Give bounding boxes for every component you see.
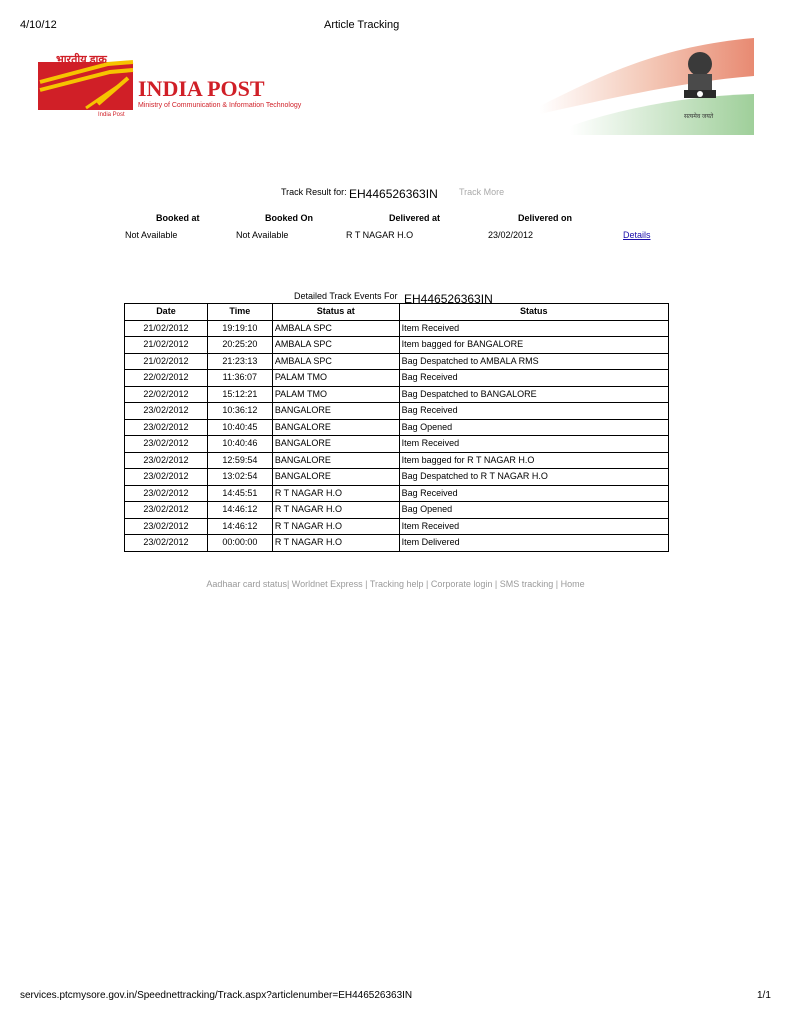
event-status-at: BANGALORE [272, 403, 399, 420]
event-time: 19:19:10 [207, 320, 272, 337]
booked-at-header: Booked at [156, 213, 200, 223]
event-date: 21/02/2012 [125, 320, 208, 337]
events-table [124, 303, 669, 552]
track-article-number: EH446526363IN [349, 187, 438, 201]
event-status: Bag Opened [399, 419, 668, 436]
events-article-number: EH446526363IN [404, 292, 493, 306]
event-status: Item Received [399, 436, 668, 453]
table-row [125, 419, 669, 436]
event-status-at: R T NAGAR H.O [272, 485, 399, 502]
event-status: Bag Opened [399, 502, 668, 519]
track-result-label: Track Result for: [281, 187, 347, 197]
delivered-at-header: Delivered at [389, 213, 441, 223]
table-row [125, 386, 669, 403]
event-status: Bag Received [399, 485, 668, 502]
col-time-header: Time [207, 304, 272, 321]
event-time: 13:02:54 [207, 469, 272, 486]
event-date: 21/02/2012 [125, 353, 208, 370]
event-status: Item bagged for R T NAGAR H.O [399, 452, 668, 469]
booked-on-header: Booked On [265, 213, 314, 223]
event-status-at: BANGALORE [272, 419, 399, 436]
logo-subtitle: Ministry of Communication & Information Technology [138, 102, 302, 109]
table-row [125, 469, 669, 486]
table-row [125, 535, 669, 552]
event-status-at: R T NAGAR H.O [272, 518, 399, 535]
event-status: Item Received [399, 320, 668, 337]
event-time: 20:25:20 [207, 337, 272, 354]
event-time: 14:46:12 [207, 518, 272, 535]
event-date: 23/02/2012 [125, 403, 208, 420]
event-status-at: BANGALORE [272, 452, 399, 469]
table-row [125, 485, 669, 502]
event-date: 21/02/2012 [125, 337, 208, 354]
footer-links[interactable]: Aadhaar card status| Worldnet Express | Tracking help | Corporate login | SMS tracking | Home [206, 579, 585, 589]
event-time: 21:23:13 [207, 353, 272, 370]
event-date: 22/02/2012 [125, 370, 208, 387]
details-link[interactable]: Details [623, 230, 651, 240]
delivered-at-value: R T NAGAR H.O [346, 230, 414, 240]
logo-hindi: भारतीय डाक [56, 54, 107, 66]
event-date: 22/02/2012 [125, 386, 208, 403]
event-time: 11:36:07 [207, 370, 272, 387]
events-header-row [125, 304, 669, 321]
booked-at-value: Not Available [125, 230, 178, 240]
event-time: 12:59:54 [207, 452, 272, 469]
event-time: 10:36:12 [207, 403, 272, 420]
event-status-at: R T NAGAR H.O [272, 502, 399, 519]
print-page-number: 1/1 [757, 990, 771, 1001]
event-date: 23/02/2012 [125, 419, 208, 436]
event-date: 23/02/2012 [125, 502, 208, 519]
table-row [125, 518, 669, 535]
table-row [125, 436, 669, 453]
event-status-at: R T NAGAR H.O [272, 535, 399, 552]
event-status: Item Received [399, 518, 668, 535]
event-date: 23/02/2012 [125, 485, 208, 502]
event-status-at: BANGALORE [272, 436, 399, 453]
table-row [125, 452, 669, 469]
event-time: 10:40:46 [207, 436, 272, 453]
event-status: Bag Received [399, 403, 668, 420]
booked-on-value: Not Available [236, 230, 289, 240]
event-time: 15:12:21 [207, 386, 272, 403]
logo-tagline: India Post [98, 112, 125, 118]
event-status-at: PALAM TMO [272, 386, 399, 403]
print-url: services.ptcmysore.gov.in/Speednettracking/Track.aspx?articlenumber=EH446526363IN [20, 990, 413, 1001]
events-label: Detailed Track Events For [294, 291, 398, 301]
table-row [125, 403, 669, 420]
col-date-header: Date [125, 304, 208, 321]
event-status: Item bagged for BANGALORE [399, 337, 668, 354]
event-status: Bag Despatched to R T NAGAR H.O [399, 469, 668, 486]
table-row [125, 320, 669, 337]
table-row [125, 337, 669, 354]
print-date: 4/10/12 [20, 19, 57, 31]
event-status: Bag Despatched to AMBALA RMS [399, 353, 668, 370]
event-date: 23/02/2012 [125, 436, 208, 453]
emblem-caption: सत्यमेव जयते [684, 114, 714, 120]
table-row [125, 370, 669, 387]
event-date: 23/02/2012 [125, 535, 208, 552]
delivered-on-header: Delivered on [518, 213, 573, 223]
event-time: 00:00:00 [207, 535, 272, 552]
print-title: Article Tracking [324, 19, 400, 31]
event-time: 14:46:12 [207, 502, 272, 519]
india-post-logo [38, 52, 302, 124]
event-time: 14:45:51 [207, 485, 272, 502]
event-status-at: AMBALA SPC [272, 353, 399, 370]
event-date: 23/02/2012 [125, 518, 208, 535]
event-time: 10:40:45 [207, 419, 272, 436]
logo-brand: INDIA POST [138, 76, 265, 101]
event-status-at: AMBALA SPC [272, 320, 399, 337]
event-status: Bag Despatched to BANGALORE [399, 386, 668, 403]
ashoka-emblem-icon [680, 50, 720, 110]
event-date: 23/02/2012 [125, 469, 208, 486]
col-status-at-header: Status at [272, 304, 399, 321]
table-row [125, 502, 669, 519]
table-row [125, 353, 669, 370]
event-status: Item Delivered [399, 535, 668, 552]
header-banner [540, 36, 754, 135]
event-status-at: PALAM TMO [272, 370, 399, 387]
flag-swoosh-graphic [540, 36, 754, 135]
event-status-at: AMBALA SPC [272, 337, 399, 354]
delivered-on-value: 23/02/2012 [488, 230, 534, 240]
col-status-header: Status [399, 304, 668, 321]
event-status: Bag Received [399, 370, 668, 387]
event-status-at: BANGALORE [272, 469, 399, 486]
event-date: 23/02/2012 [125, 452, 208, 469]
track-more-link[interactable]: Track More [459, 187, 505, 197]
